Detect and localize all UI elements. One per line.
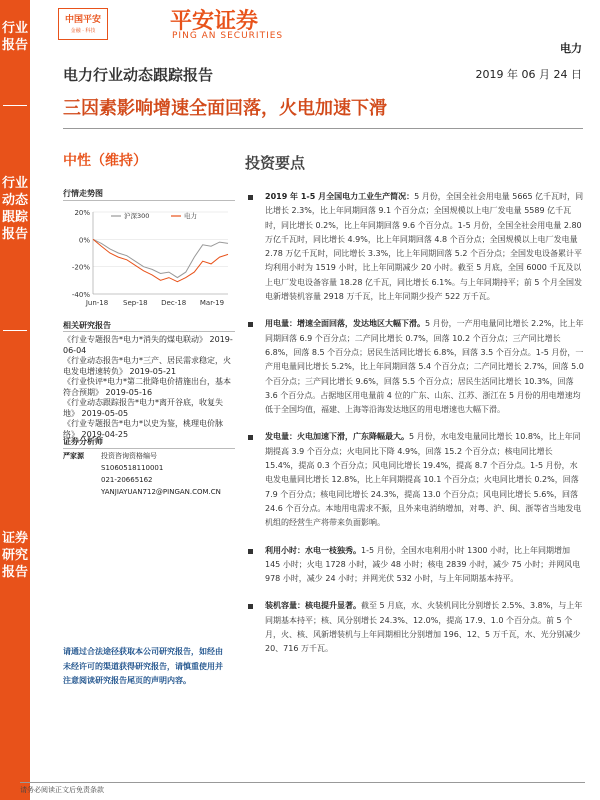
key-point-body: 截至 5 月底，水、火装机同比分别增长 2.5%、3.8%，与上年同期基本持平；核、风分别增长 24.3%、12.0%，提高 17.9、1.0 个百分点。前 5 个月，火、核、风新增装机与上年同期相比分别增加 196、12、5 万千瓦，水、光分别减少 20、716 万千瓦。 — [265, 601, 583, 654]
y-tick-label: -20% — [71, 263, 90, 272]
key-point — [248, 544, 584, 587]
related-report-item[interactable]: 《行业快评*电力*第二批降电价措施出台，基本符合预期》 2019-05-16 — [63, 377, 231, 397]
headline: 三因素影响增速全面回落，火电加速下滑 — [63, 98, 387, 119]
key-point-body: 5 月份，水电发电量同比增长 10.8%，比上年同期提高 3.9 个百分点；火电同比下降 4.9%，回落 15.2 个百分点；核电同比增长 15.4%，提高 0.3 个百分点；风电同比增长 19.4%，提高 8.7 个百分点。1-5 月份，水电发电量同比增长 12.8%，比上年同期提高 10.1 个百分点；火电同比增长 0.2%，回落 7.9 个百分点；核电同比增长 24.3%，提高 13.0 个百分点；风电同比增长 5.6%，回落 24.6 个百分点。本地用电需求不振，且外来电消纳增加，对粤、沪、闽、浙等省当地发电机组的经营生产将带来负面影响。 — [265, 432, 582, 528]
series-line-hs300 — [93, 239, 228, 277]
key-point-body: 1-5 月份，全国水电利用小时 1300 小时，比上年同期增加 145 小时；火电 1728 小时，减少 48 小时；核电 2839 小时，减少 75 小时；并网风电 978 小时，减少 24 小时；并网光伏 532 小时，与上年同期基本持平。 — [265, 545, 581, 584]
key-point — [248, 430, 584, 530]
related-report-item[interactable]: 《行业动态报告*电力*三产、居民需求稳定，火电发电增速转负》 2019-05-21 — [63, 356, 231, 376]
disclaimer: 请通过合法途径获取本公司研究报告，如经由未经许可的渠道获得研究报告，请慎重使用并注意阅读研究报告尾页的声明内容。 — [63, 647, 223, 685]
related-report-item[interactable]: 《行业动态跟踪报告*电力*离开谷底，收复失地》 2019-05-05 — [63, 398, 223, 418]
trend-chart-title: 行情走势图 — [63, 189, 103, 198]
trend-chart — [63, 204, 233, 308]
key-points-title: 投资要点 — [245, 154, 306, 172]
related-report-item[interactable]: 《行业专题报告*电力*消失的煤电联动》 2019-06-04 — [63, 335, 233, 355]
group-logo-text: 中国平安 — [64, 15, 101, 25]
rating: 中性（维持） — [63, 153, 147, 169]
securities-logo-english: PING AN SECURITIES — [172, 31, 284, 41]
analyst-cert: S1060518110001 — [101, 464, 164, 472]
report-date: 2019 年 06 月 24 日 — [475, 68, 582, 81]
divider — [63, 331, 235, 332]
analyst-title: 证券分析师 — [63, 437, 103, 446]
bullet-icon — [248, 195, 253, 200]
y-tick-label: 20% — [74, 209, 90, 217]
sidebar-separator — [3, 330, 27, 331]
divider — [63, 448, 235, 449]
analyst-cert-label: 投资咨询资格编号 — [101, 452, 157, 460]
analyst-name: 严家源 — [63, 452, 84, 460]
report-type-title: 电力行业动态跟踪报告 — [63, 66, 214, 84]
ping-an-group-logo — [58, 8, 108, 40]
x-tick-label: Mar-19 — [199, 299, 225, 307]
left-sidebar — [0, 0, 30, 800]
analyst-info — [63, 450, 235, 498]
y-tick-label: -40% — [71, 291, 90, 299]
y-tick-label: 0% — [78, 236, 90, 245]
related-reports-title: 相关研究报告 — [63, 321, 111, 330]
footer-note: 请务必阅读正文后免责条款 — [20, 786, 104, 794]
sidebar-label-report-type: 行业报告 — [1, 21, 28, 53]
x-tick-label: Dec-18 — [161, 299, 187, 307]
analyst-phone: 021-20665162 — [101, 476, 153, 484]
sidebar-separator — [3, 105, 27, 106]
x-tick-label: Sep-18 — [123, 299, 148, 307]
legend-label: 沪深300 — [124, 212, 150, 220]
key-point-head: 装机容量：核电提升显著。 — [265, 601, 361, 611]
header-divider — [63, 128, 583, 129]
sidebar-label-research: 证券研究报告 — [1, 531, 28, 580]
key-point — [248, 317, 584, 417]
key-point-head: 利用小时：水电一枝独秀。 — [265, 545, 361, 555]
related-reports-list — [63, 335, 235, 440]
sidebar-label-series: 行业动态跟踪报告 — [1, 176, 28, 242]
trend-chart-svg — [63, 204, 233, 308]
key-point-head: 用电量：增速全面回落，发达地区大幅下滑。 — [265, 319, 425, 329]
key-point-head: 发电量：火电加速下滑，广东降幅最大。 — [265, 432, 409, 442]
analyst-email[interactable]: YANJIAYUAN712@PINGAN.COM.CN — [101, 488, 221, 496]
bullet-icon — [248, 435, 253, 440]
related-report-item[interactable]: 《行业专题报告*电力*以史为鉴，桃理电价脉络》 2019-04-25 — [63, 419, 223, 439]
footer-divider — [20, 782, 585, 783]
legend-label: 电力 — [184, 212, 197, 220]
key-points-list — [248, 190, 584, 670]
x-tick-label: Jun-18 — [85, 299, 109, 307]
industry-label: 电力 — [560, 42, 582, 55]
key-point-body: 5 月份，全国全社会用电量 5665 亿千瓦时，同比增长 2.3%，比上年同期回落 9.1 个百分点；全国规模以上电厂发电量 5589 亿千瓦时，同比增长 0.2%，比上年同期回落 9.6 个百分点。1-5 月份，全国全社会用电量 2.80 万亿千瓦时，同比增长 4.9%，比上年同期回落 4.8 个百分点；全国规模以上电厂发电量 2.78 万亿千瓦时，同比增长 3.3%，比上年同期回落 5.2 个百分点；全国发电设备累计平均利用小时为 1519 小时，比上年同期减少 20 小时。截至 5 月底，全国 6000 千瓦及以上电厂发电设备容量 18.28 亿千瓦，同比增长 6.1%。与上年同期持平；前 5 个月全国发电新增装机容量 2918 万千瓦，比上年同期少投产 522 万千瓦。 — [265, 192, 584, 302]
key-point-head: 2019 年 1-5 月全国电力工业生产简况： — [265, 192, 415, 201]
divider — [63, 200, 235, 201]
bullet-icon — [248, 549, 253, 554]
key-point — [248, 190, 584, 304]
bullet-icon — [248, 322, 253, 327]
group-logo-subtext: 金融 · 科技 — [70, 28, 96, 34]
bullet-icon — [248, 604, 253, 609]
key-point — [248, 599, 584, 656]
securities-logo: 平安证券 — [170, 9, 259, 34]
key-point-body: 5 月份，一产用电量同比增长 2.2%，比上年同期回落 6.9 个百分点；二产同比增长 0.7%，回落 10.2 个百分点；三产同比增长 6.8%，回落 8.5 个百分点；居民生活同比增长 6.8%，回落 3.5 个百分点。1-5 月份，一产用电量同比增长 5.2%，比上年同期回落 5.4 个百分点；二产同比增长 2.7%，回落 5.0 个百分点；三产同比增长 9.6%，回落 5.5 个百分点；居民生活同比增长 10.3%，回落 3.6 个百分点。占据地区用电量前 4 位的广东、山东、江苏、浙江在 5 月份的用电增速均低于全国均值，福建、上海等沿海发达地区的用电增速也大幅下滑。 — [265, 319, 584, 415]
